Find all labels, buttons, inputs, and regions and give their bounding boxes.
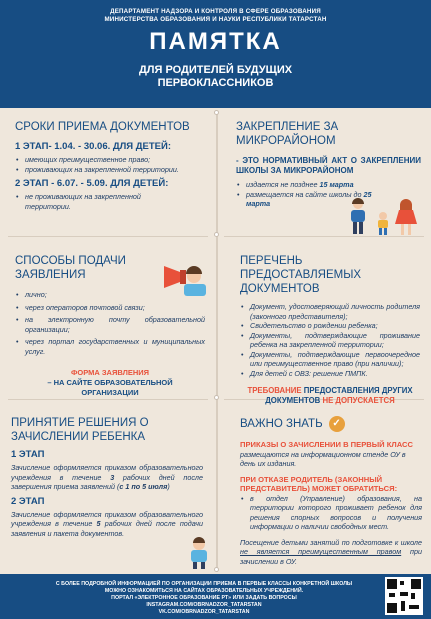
- form-location: – НА САЙТЕ ОБРАЗОВАТЕЛЬНОЙ ОРГАНИЗАЦИИ: [47, 378, 173, 397]
- row-divider: [224, 236, 424, 237]
- list-item: • размещается на сайте школы до 25 марта: [236, 190, 396, 209]
- megaphone-illustration: [160, 258, 208, 296]
- list-item: • Документы, подтверждающие первоочередное или преимущественное право (при наличии);: [240, 350, 420, 369]
- footer: [0, 574, 431, 619]
- stage2-label: 2 ЭТАП - 6.07. - 5.09. ДЛЯ ДЕТЕЙ:: [15, 178, 169, 189]
- row-divider: [8, 399, 208, 400]
- form-note: [15, 368, 205, 398]
- child-illustration: [186, 536, 212, 570]
- header-banner: [0, 0, 431, 108]
- decision-section: [11, 416, 203, 538]
- center-divider: [216, 112, 218, 572]
- documents-list: [240, 302, 420, 378]
- deadlines-heading: СРОКИ ПРИЕМА ДОКУМЕНТОВ: [15, 121, 190, 133]
- decision-heading: ПРИНЯТИЕ РЕШЕНИЯ О ЗАЧИСЛЕНИИ РЕБЕНКА: [11, 417, 149, 443]
- stage1-list: [15, 155, 205, 174]
- department-name: ДЕПАРТАМЕНТ НАДЗОРА И КОНТРОЛЯ В СФЕРЕ ОБРАЗОВАНИЯ МИНИСТЕРСТВА ОБРАЗОВАНИЯ И НАУКИ РЕСПУБЛИКИ ТАТАРСТАН: [104, 8, 327, 23]
- documents-warning: ТРЕБОВАНИЕ ПРЕДОСТАВЛЕНИЯ ДРУГИХ ДОКУМЕНТОВ НЕ ДОПУСКАЕТСЯ: [247, 386, 413, 405]
- list-item: • через операторов почтовой связи;: [15, 303, 205, 313]
- stage1-label: 1 ЭТАП- 1.04. - 30.06. ДЛЯ ДЕТЕЙ:: [15, 141, 172, 152]
- divider-dot: [214, 567, 219, 572]
- list-item: • Документы, подтверждающие проживание ребенка на закрепленной территории;: [240, 331, 420, 350]
- orders-text: размещаются на информационном стенде ОУ в день их издания.: [240, 449, 406, 468]
- refusal-list: [240, 494, 422, 532]
- list-item: • проживающих на закрепленной территории.: [15, 165, 205, 175]
- qr-code[interactable]: [385, 577, 423, 615]
- documents-heading: ПЕРЕЧЕНЬ ПРЕДОСТАВЛЯЕМЫХ ДОКУМЕНТОВ: [240, 255, 362, 295]
- family-illustration: [343, 196, 423, 236]
- decision-stage1-label: 1 ЭТАП: [11, 449, 45, 460]
- list-item: • в отдел (Управление) образования, на территории которого проживает ребенок для решения спорных вопросов и получения информации о наличии свободных мест.: [240, 494, 422, 532]
- deadlines-section: [15, 120, 205, 211]
- district-intro: - ЭТО НОРМАТИВНЫЙ АКТ О ЗАКРЕПЛЕНИИ ШКОЛЫ ЗА МИКРОРАЙОНОМ: [236, 156, 421, 175]
- list-item: • Для детей с ОВЗ: решение ПМПК.: [240, 369, 420, 379]
- list-item: • лично;: [15, 290, 205, 300]
- divider-dot: [214, 110, 219, 115]
- list-item: • имеющих преимущественное право;: [15, 155, 205, 165]
- methods-heading: СПОСОБЫ ПОДАЧИ ЗАЯВЛЕНИЯ: [15, 255, 126, 281]
- footer-text: С БОЛЕЕ ПОДРОБНОЙ ИНФОРМАЦИЕЙ ПО ОРГАНИЗАЦИИ ПРИЕМА В ПЕРВЫЕ КЛАССЫ КОНКРЕТНОЙ ШКОЛЫ МОЖНО ОЗНАКОМИТЬСЯ НА САЙТАХ ОБРАЗОВАТЕЛЬНЫХ УЧРЕЖДЕНИЙ. ПОРТАЛ «ЭЛЕКТРОННОЕ ОБРАЗОВАНИЕ РТ» ИЛИ ЗАДАТЬ ВОПРОСЫ INSTAGRAM.COM/OBRNADZOR_TATARSTAN VK.COM/OBRNADZOR_TATARSTAN: [55, 581, 353, 615]
- district-heading: ЗАКРЕПЛЕНИЕ ЗА МИКРОРАЙОНОМ: [236, 121, 339, 147]
- checkmark-icon: ✓: [329, 416, 345, 432]
- preparation-note: Посещение детьми занятий по подготовке к школе не является преимущественным правом при зачислении в ОУ.: [240, 537, 422, 566]
- page-title: ПАМЯТКА: [149, 28, 282, 55]
- methods-list: [15, 290, 205, 356]
- list-item: • издается не позднее 15 марта: [236, 180, 396, 190]
- list-item: • Свидетельство о рождении ребенка;: [240, 321, 420, 331]
- list-item: • через портал государственных и муниципальных услуг.: [15, 337, 205, 356]
- decision-stage2-text: Зачисление оформляется приказом образовательного учреждения в течение 5 рабочих дней после подачи заявления и пакета документов.: [11, 509, 203, 538]
- list-item: • не проживающих на закрепленной территории.: [15, 192, 175, 211]
- list-item: • на электронную почту образовательной организации;: [15, 315, 205, 334]
- list-item: • Документ, удостоверяющий личность родителя (законного представителя);: [240, 302, 420, 321]
- refusal-title: ПРИ ОТКАЗЕ РОДИТЕЛЬ (ЗАКОННЫЙ ПРЕДСТАВИТЕЛЬ) МОЖЕТ ОБРАТИТЬСЯ:: [240, 474, 398, 493]
- divider-dot: [214, 395, 219, 400]
- important-section: [240, 416, 422, 566]
- important-heading: ВАЖНО ЗНАТЬ: [240, 418, 323, 430]
- decision-stage1-text: Зачисление оформляется приказом образовательного учреждения в течение 3 рабочих дней после завершения приема заявлений (с 1 по 5 июля): [11, 463, 203, 491]
- page-subtitle: ДЛЯ РОДИТЕЛЕЙ БУДУЩИХ ПЕРВОКЛАССНИКОВ: [138, 64, 293, 89]
- important-header: [240, 416, 422, 432]
- form-label: ФОРМА ЗАЯВЛЕНИЯ: [70, 368, 150, 377]
- row-divider: [8, 236, 208, 237]
- orders-title: ПРИКАЗЫ О ЗАЧИСЛЕНИИ В ПЕРВЫЙ КЛАСС: [240, 440, 413, 449]
- stage2-list: [15, 192, 205, 211]
- documents-section: [240, 254, 420, 406]
- decision-stage2-label: 2 ЭТАП: [11, 495, 45, 507]
- divider-dot: [214, 232, 219, 237]
